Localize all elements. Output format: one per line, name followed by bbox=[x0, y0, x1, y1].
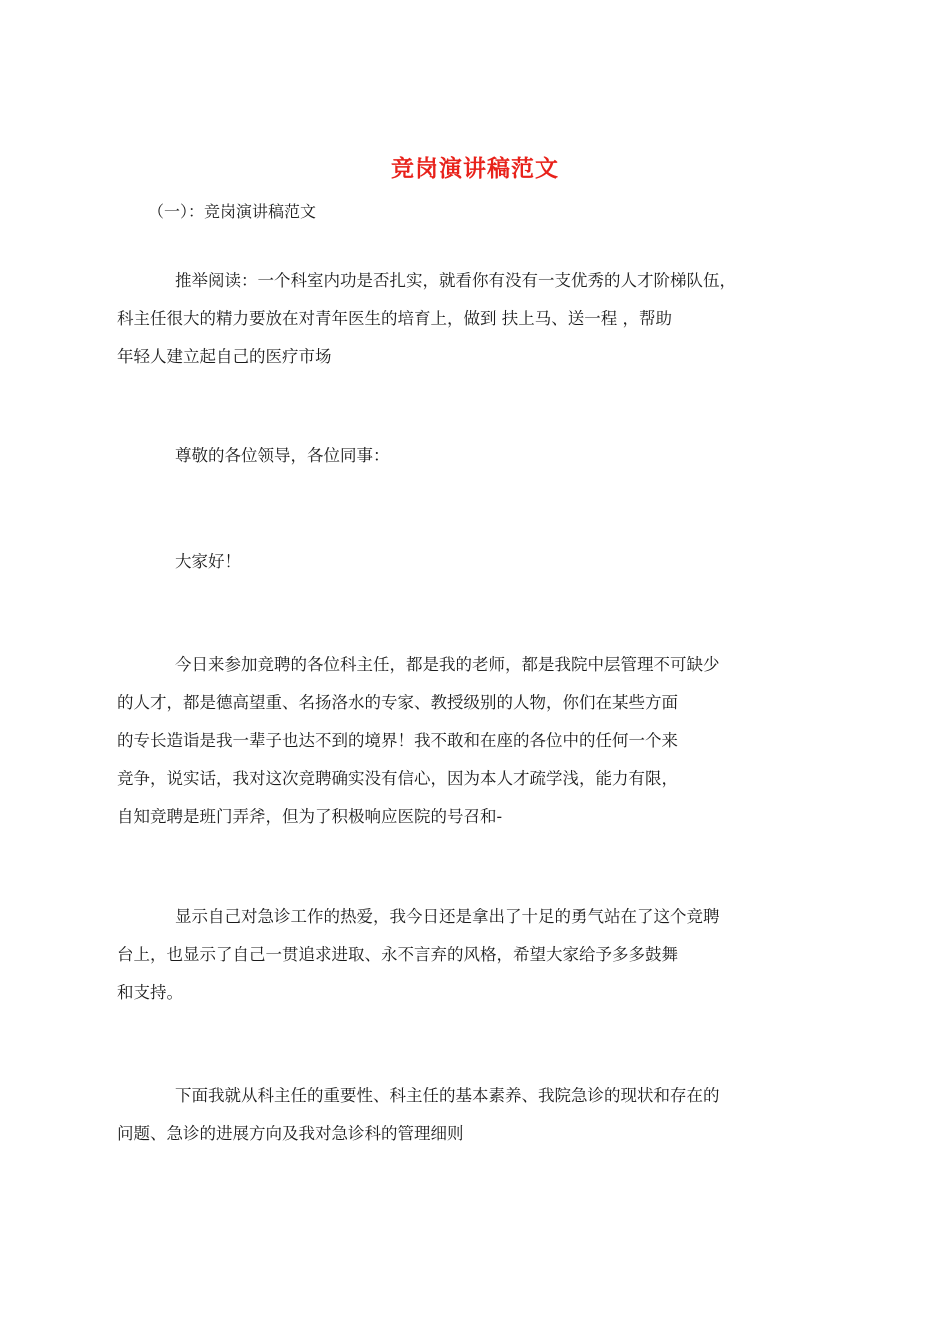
paragraph-line: 科主任很大的精力要放在对青年医生的培育上，做到 扶上马、送一程 ，帮助 bbox=[117, 309, 672, 328]
paragraph-line: 大家好！ bbox=[175, 552, 241, 571]
paragraph-line: 显示自己对急诊工作的热爱，我今日还是拿出了十足的勇气站在了这个竞聘 bbox=[175, 907, 720, 926]
paragraph-enthusiasm bbox=[117, 898, 816, 1012]
paragraph-line: 自知竞聘是班门弄斧，但为了积极响应医院的号召和- bbox=[117, 807, 503, 826]
paragraph-line: 问题、急诊的进展方向及我对急诊科的管理细则 bbox=[117, 1124, 464, 1143]
paragraph-recommended-reading bbox=[117, 262, 816, 376]
paragraph-line: 年轻人建立起自己的医疗市场 bbox=[117, 347, 332, 366]
paragraph-line: 下面我就从科主任的重要性、科主任的基本素养、我院急诊的现状和存在的 bbox=[175, 1086, 720, 1105]
paragraph-greeting bbox=[146, 437, 816, 475]
paragraph-competition bbox=[117, 646, 816, 836]
paragraph-outline bbox=[117, 1077, 816, 1153]
paragraph-hello bbox=[146, 543, 816, 581]
paragraph-line: 推举阅读：一个科室内功是否扎实，就看你有没有一支优秀的人才阶梯队伍， bbox=[175, 271, 736, 290]
paragraph-line: 台上，也显示了自己一贯追求进取、永不言弃的风格，希望大家给予多多鼓舞 bbox=[117, 945, 678, 964]
paragraph-line: 的专长造诣是我一辈子也达不到的境界！我不敢和在座的各位中的任何一个来 bbox=[117, 731, 678, 750]
paragraph-line: 和支持。 bbox=[117, 983, 183, 1002]
paragraph-line: 尊敬的各位领导，各位同事： bbox=[175, 446, 390, 465]
paragraph-line: 今日来参加竞聘的各位科主任，都是我的老师，都是我院中层管理不可缺少 bbox=[175, 655, 720, 674]
document-subtitle: （一）：竞岗演讲稿范文 bbox=[148, 202, 317, 221]
paragraph-line: 竞争，说实话，我对这次竞聘确实没有信心，因为本人才疏学浅，能力有限， bbox=[117, 769, 678, 788]
document-title: 竞岗演讲稿范文 bbox=[391, 155, 559, 182]
paragraph-line: 的人才，都是德高望重、名扬洛水的专家、教授级别的人物，你们在某些方面 bbox=[117, 693, 678, 712]
